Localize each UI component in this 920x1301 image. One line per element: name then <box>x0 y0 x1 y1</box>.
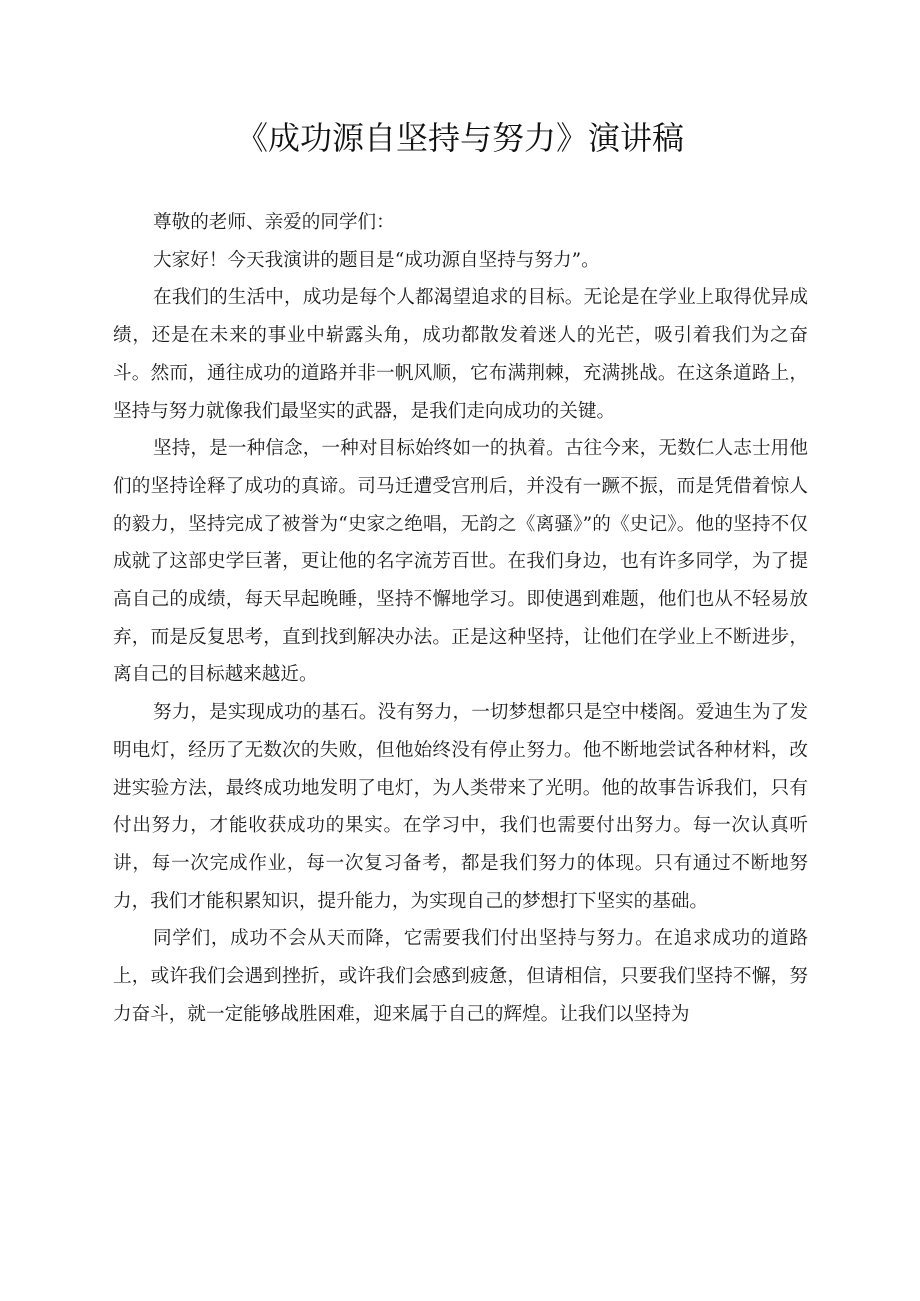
document-title: 《成功源自坚持与努力》演讲稿 <box>235 119 684 157</box>
paragraph-introduction: 在我们的生活中，成功是每个人都渴望追求的目标。无论是在学业上取得优异成绩，还是在未来的事业中崭露头角，成功都散发着迷人的光芒，吸引着我们为之奋斗。然而，通往成功的道路并非一帆风顺，它布满荆棘，充满挑战。在这条道路上，坚持与努力就像我们最坚实的武器，是我们走向成功的关键。 <box>113 287 808 422</box>
paragraph-persistence: 坚持，是一种信念，一种对目标始终如一的执着。古往今来，无数仁人志士用他们的坚持诠释了成功的真谛。司马迁遭受宫刑后，并没有一蹶不振，而是凭借着惊人的毅力，坚持完成了被誉为“史家之绝唱，无韵之《离骚》”的《史记》。他的坚持不仅成就了这部史学巨著，更让他的名字流芳百世。在我们身边，也有许多同学，为了提高自己的成绩，每天早起晚睡，坚持不懈地学习。即使遇到难题，他们也从不轻易放弃，而是反复思考，直到找到解决办法。正是这种坚持，让他们在学业上不断进步，离自己的目标越来越近。 <box>113 438 808 686</box>
document-body <box>113 204 808 1033</box>
paragraph-salutation: 尊敬的老师、亲爱的同学们： <box>153 212 395 233</box>
paragraph-effort: 努力，是实现成功的基石。没有努力，一切梦想都只是空中楼阁。爱迪生为了发明电灯，经历了无数次的失败，但他始终没有停止努力。他不断地尝试各种材料，改进实验方法，最终成功地发明了电灯，为人类带来了光明。他的故事告诉我们，只有付出努力，才能收获成功的果实。在学习中，我们也需要付出努力。每一次认真听讲，每一次完成作业，每一次复习备考，都是我们努力的体现。只有通过不断地努力，我们才能积累知识，提升能力，为实现自己的梦想打下坚实的基础。 <box>113 702 808 912</box>
paragraph-greeting: 大家好！今天我演讲的题目是“成功源自坚持与努力”。 <box>153 249 600 271</box>
paragraph-conclusion: 同学们，成功不会从天而降，它需要我们付出坚持与努力。在追求成功的道路上，或许我们会遇到挫折，或许我们会感到疲惫，但请相信，只要我们坚持不懈，努力奋斗，就一定能够战胜困难，迎来属于自己的辉煌。让我们以坚持为 <box>113 928 808 1025</box>
